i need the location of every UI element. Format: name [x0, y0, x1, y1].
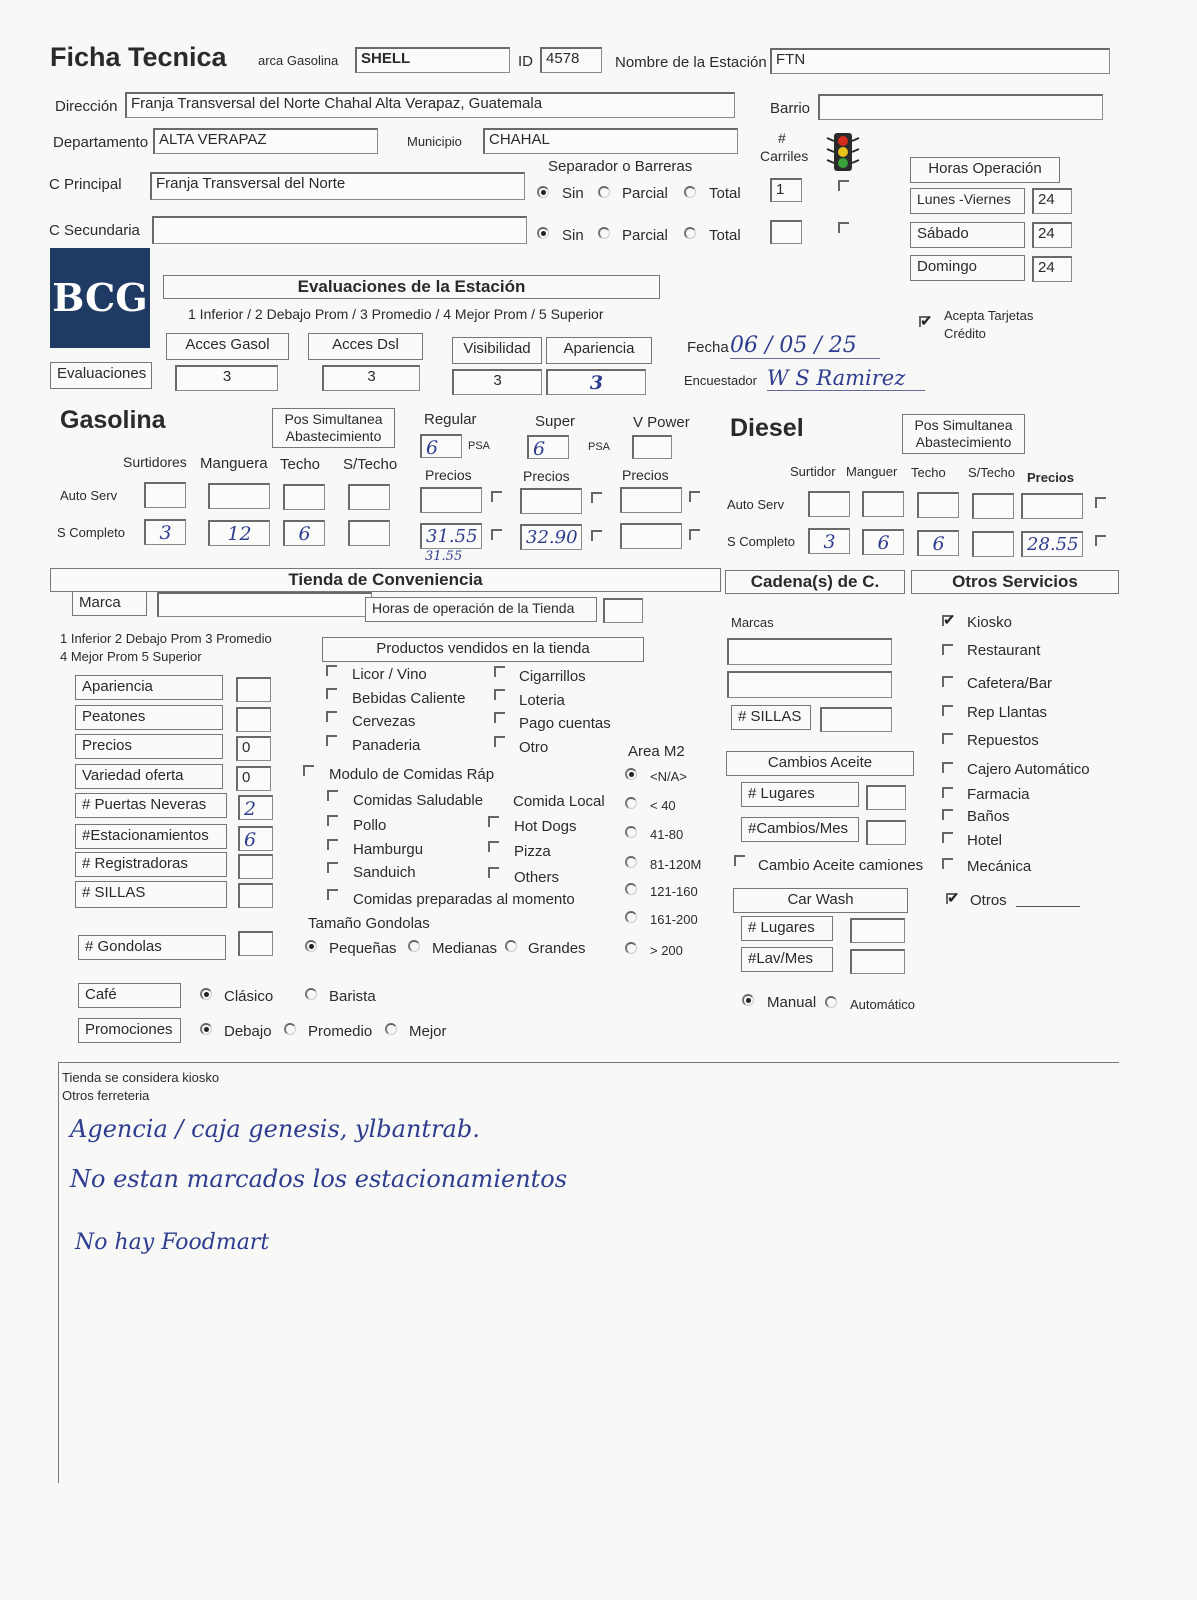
- tienda-field-sillas[interactable]: [238, 883, 273, 908]
- area-40-radio[interactable]: [625, 797, 637, 809]
- carwash-lav-label: #Lav/Mes: [741, 947, 833, 972]
- prod-licor-check[interactable]: [326, 665, 337, 676]
- gas-completo-regular-price[interactable]: 31.55: [420, 523, 482, 549]
- cadena-sillas-field[interactable]: [820, 707, 892, 732]
- comida-saludable-check[interactable]: [327, 790, 338, 801]
- promo-promedio-label: Promedio: [308, 1023, 373, 1040]
- prod-panaderia-label: Panaderia: [352, 737, 421, 754]
- gas-auto-manguera[interactable]: [208, 483, 270, 509]
- otros-repuestos-label: Repuestos: [967, 732, 1039, 749]
- otros-servicios-title: Otros Servicios: [911, 570, 1119, 594]
- area-200-label: > 200: [650, 943, 683, 958]
- comida-pizza-label: Pizza: [514, 843, 551, 860]
- diesel-stecho-label: S/Techo: [968, 465, 1015, 480]
- cadena-sillas-label: # SILLAS: [731, 705, 811, 730]
- carwash-manual-label: Manual: [767, 994, 817, 1011]
- eval-col-acces-dsl: Acces Dsl: [308, 333, 423, 360]
- carwash-automatico-label: Automático: [850, 997, 916, 1012]
- diesel-auto-techo[interactable]: [917, 492, 959, 518]
- eval-col-acces-gasol: Acces Gasol: [166, 333, 289, 360]
- prod-pago-check[interactable]: [494, 712, 505, 723]
- otros-restaurant-check[interactable]: [942, 644, 953, 655]
- cambios-lugares-label: # Lugares: [741, 782, 859, 807]
- horas-operacion-header: Horas Operación: [910, 157, 1060, 183]
- regular-label: Regular: [424, 411, 477, 428]
- tamano-medianas-radio[interactable]: [408, 940, 420, 952]
- separador2-sin-label: Sin: [562, 227, 584, 244]
- barrio-label: Barrio: [770, 100, 811, 117]
- diesel-auto-manguer[interactable]: [862, 491, 904, 517]
- area-121-160-radio[interactable]: [625, 883, 637, 895]
- tamano-medianas-label: Medianas: [432, 940, 498, 957]
- area-161-200-label: 161-200: [650, 912, 698, 927]
- carwash-lugares-field[interactable]: [850, 918, 905, 943]
- otros-cajero-check[interactable]: [942, 762, 953, 773]
- comida-hotdogs-label: Hot Dogs: [514, 818, 577, 835]
- vpower-psa-field[interactable]: [632, 435, 672, 459]
- otros-restaurant-label: Restaurant: [967, 642, 1041, 659]
- nombre-label: Nombre de la Estación: [615, 54, 767, 71]
- tamano-grandes-radio[interactable]: [505, 940, 517, 952]
- marca-label: arca Gasolina: [258, 53, 339, 68]
- prod-bebidas-label: Bebidas Caliente: [352, 690, 466, 707]
- tienda-field-estacionamientos[interactable]: 6: [238, 826, 273, 851]
- departamento-field[interactable]: ALTA VERAPAZ: [153, 128, 378, 154]
- otros-farmacia-label: Farmacia: [967, 786, 1030, 803]
- gas-auto-regular-price[interactable]: [420, 487, 482, 513]
- eval-field-acces-dsl[interactable]: 3: [322, 365, 420, 391]
- secundaria-field[interactable]: [152, 216, 527, 244]
- eval-field-acces-gasol[interactable]: 3: [175, 365, 278, 391]
- gas-auto-super-check[interactable]: [591, 492, 602, 503]
- cambios-lugares-field[interactable]: [866, 785, 906, 810]
- separador2-sin-radio[interactable]: [537, 227, 549, 239]
- tienda-horas-label: Horas de operación de la Tienda: [365, 597, 597, 622]
- carwash-lugares-label: # Lugares: [741, 916, 833, 941]
- promociones-label: Promociones: [78, 1018, 181, 1043]
- prod-loteria-check[interactable]: [494, 689, 505, 700]
- diesel-auto-stecho[interactable]: [972, 493, 1014, 519]
- gas-completo-manguera[interactable]: 12: [208, 520, 270, 546]
- diesel-pos-simultanea: [902, 414, 1025, 454]
- encuestador-label: Encuestador: [684, 373, 757, 388]
- otros-banos-label: Baños: [967, 808, 1010, 825]
- prod-pago-label: Pago cuentas: [519, 715, 611, 732]
- credito-label: Crédito: [944, 326, 986, 341]
- cadena-marcas-field-2[interactable]: [727, 671, 892, 698]
- tienda-gondolas-field[interactable]: [238, 931, 273, 956]
- eval-col-apariencia: Apariencia: [546, 337, 652, 364]
- cafe-clasico-radio[interactable]: [200, 988, 212, 1000]
- horas-day-lunes: Lunes -Viernes: [910, 188, 1025, 214]
- diesel-surtidor-label: Surtidor: [790, 464, 836, 479]
- manguera-label: Manguera: [200, 455, 268, 472]
- gas-completo-surtidores[interactable]: 3: [144, 519, 186, 545]
- municipio-label: Municipio: [407, 134, 462, 149]
- gas-auto-techo[interactable]: [283, 484, 325, 510]
- surtidores-label: Surtidores: [123, 454, 187, 470]
- notes-typed-line-2: Otros ferreteria: [62, 1088, 150, 1103]
- direccion-label: Dirección: [55, 98, 118, 115]
- tienda-marca-label: Marca: [72, 591, 147, 616]
- carriles-field-2[interactable]: [770, 220, 802, 244]
- cambio-camiones-check[interactable]: [734, 855, 745, 866]
- cambio-camiones-label: Cambio Aceite camiones: [758, 857, 924, 874]
- area-na-label: <N/A>: [650, 769, 687, 784]
- diesel-pos-line2: Abastecimiento: [915, 434, 1012, 450]
- super-psa-field[interactable]: 6: [527, 435, 569, 459]
- gas-completo-super-check[interactable]: [591, 530, 602, 541]
- gas-auto-vpower-check[interactable]: [689, 491, 700, 502]
- diesel-pos-line1: Pos Simultanea: [914, 417, 1013, 433]
- promo-mejor-radio[interactable]: [385, 1023, 397, 1035]
- form-title: Ficha Tecnica: [50, 42, 227, 72]
- modulo-comidas-check[interactable]: [303, 765, 314, 776]
- gas-auto-stecho[interactable]: [348, 484, 390, 510]
- separador1-parcial-label: Parcial: [622, 185, 668, 202]
- gas-auto-super-price[interactable]: [520, 488, 582, 514]
- traffic-light-icon: [826, 132, 860, 174]
- tienda-item-variedad: Variedad oferta: [75, 764, 223, 789]
- vpower-precios-label: Precios: [622, 467, 669, 483]
- horas-field-lunes[interactable]: 24: [1032, 188, 1072, 214]
- diesel-auto-serv-label: Auto Serv: [727, 497, 785, 512]
- diesel-completo-techo[interactable]: 6: [917, 530, 959, 556]
- gas-auto-vpower-price[interactable]: [620, 487, 682, 513]
- prod-otro-check[interactable]: [494, 736, 505, 747]
- tienda-item-registradoras: # Registradoras: [75, 852, 227, 877]
- tienda-field-registradoras[interactable]: [238, 854, 273, 879]
- tamano-gondolas-label: Tamaño Gondolas: [308, 915, 430, 932]
- comida-saludable-label: Comidas Saludable: [353, 792, 484, 809]
- diesel-completo-check[interactable]: [1095, 535, 1106, 546]
- cafe-clasico-label: Clásico: [224, 988, 274, 1005]
- tienda-title: Tienda de Conveniencia: [50, 568, 721, 592]
- gasolina-pos-line1: Pos Simultanea: [284, 411, 383, 427]
- comidas-preparadas-check[interactable]: [327, 889, 338, 900]
- diesel-title: Diesel: [730, 414, 804, 442]
- area-81-120-label: 81-120M: [650, 857, 702, 872]
- otros-kiosko-check[interactable]: [942, 615, 953, 626]
- direccion-field[interactable]: Franja Transversal del Norte Chahal Alta Verapaz, Guatemala: [125, 92, 735, 118]
- diesel-completo-stecho[interactable]: [972, 531, 1014, 557]
- prod-otro-label: Otro: [519, 739, 549, 756]
- bcg-logo: BCG: [50, 248, 150, 348]
- cambios-mes-field[interactable]: [866, 820, 906, 845]
- otros-cafeteria-check[interactable]: [942, 676, 953, 687]
- otros-llantas-check[interactable]: [942, 705, 953, 716]
- otros-banos-check[interactable]: [942, 809, 953, 820]
- eval-field-apariencia[interactable]: 3: [546, 369, 646, 395]
- area-na-radio[interactable]: [625, 768, 637, 780]
- area-81-120-radio[interactable]: [625, 856, 637, 868]
- horas-field-sabado[interactable]: 24: [1032, 222, 1072, 248]
- gas-s-completo-label: S Completo: [57, 525, 125, 540]
- principal-label: C Principal: [49, 176, 122, 193]
- fecha-label: Fecha: [687, 339, 729, 356]
- tienda-field-precios[interactable]: 0: [236, 736, 271, 761]
- regular-psa-field[interactable]: 6: [420, 434, 462, 458]
- tienda-item-estacionamientos: #Estacionamientos: [75, 824, 227, 849]
- tienda-horas-field[interactable]: [603, 598, 643, 623]
- principal-field[interactable]: Franja Transversal del Norte: [150, 172, 525, 200]
- gasolina-title: Gasolina: [60, 406, 166, 434]
- tienda-field-peatones[interactable]: [236, 707, 271, 732]
- promo-debajo-radio[interactable]: [200, 1023, 212, 1035]
- separador1-total-label: Total: [709, 185, 741, 202]
- separador2-parcial-radio[interactable]: [598, 227, 610, 239]
- prod-cigarrillos-label: Cigarrillos: [519, 668, 586, 685]
- vpower-label: V Power: [633, 414, 690, 431]
- acepta-tarjetas-label: Acepta Tarjetas: [944, 308, 1034, 323]
- eval-col-visibilidad: Visibilidad: [452, 337, 542, 364]
- separador1-sin-label: Sin: [562, 185, 584, 202]
- regular-psa-label: PSA: [468, 440, 491, 452]
- otros-farmacia-check[interactable]: [942, 787, 953, 798]
- modulo-comidas-label: Modulo de Comidas Ráp: [329, 766, 495, 783]
- otros-cajero-label: Cajero Automático: [967, 761, 1090, 778]
- notes-handwritten-1: Agencia / caja genesis, ylbantrab.: [70, 1115, 480, 1143]
- separador1-sin-radio[interactable]: [537, 186, 549, 198]
- tienda-field-apariencia[interactable]: [236, 677, 271, 702]
- evaluaciones-row-label: Evaluaciones: [50, 362, 152, 389]
- otros-otros-underline: [1016, 906, 1080, 907]
- gas-completo-regular-check[interactable]: [491, 529, 502, 540]
- prod-bebidas-check[interactable]: [326, 688, 337, 699]
- gas-completo-techo[interactable]: 6: [283, 520, 325, 546]
- evaluaciones-title: Evaluaciones de la Estación: [163, 275, 660, 299]
- diesel-s-completo-label: S Completo: [727, 534, 795, 549]
- id-field[interactable]: 4578: [540, 47, 602, 73]
- cambios-aceite-title: Cambios Aceite: [726, 751, 914, 776]
- otros-kiosko-label: Kiosko: [967, 614, 1013, 631]
- cadena-title: Cadena(s) de C.: [725, 570, 905, 594]
- promo-mejor-label: Mejor: [409, 1023, 447, 1040]
- secundaria-label: C Secundaria: [49, 222, 140, 239]
- tienda-gondolas-label: # Gondolas: [78, 935, 226, 960]
- carwash-lav-field[interactable]: [850, 949, 905, 974]
- acepta-tarjetas-checkbox[interactable]: [919, 316, 930, 327]
- diesel-completo-price[interactable]: 28.55: [1021, 531, 1083, 557]
- cadena-marcas-label: Marcas: [731, 615, 774, 630]
- comida-hamburgu-check[interactable]: [327, 839, 338, 850]
- carwash-automatico-radio[interactable]: [825, 996, 837, 1008]
- horas-day-sabado: Sábado: [910, 222, 1025, 248]
- area-40-label: < 40: [650, 798, 676, 813]
- separador2-parcial-label: Parcial: [622, 227, 668, 244]
- barrio-field[interactable]: [818, 94, 1103, 120]
- diesel-auto-check[interactable]: [1095, 497, 1106, 508]
- marca-field[interactable]: SHELL: [355, 47, 510, 73]
- notes-handwritten-2: No estan marcados los estacionamientos: [70, 1165, 568, 1193]
- tienda-scale-2: 4 Mejor Prom 5 Superior: [60, 649, 202, 664]
- super-label: Super: [535, 413, 576, 430]
- techo-label: Techo: [280, 456, 321, 473]
- otros-mecanica-label: Mecánica: [967, 858, 1032, 875]
- tienda-item-apariencia: Apariencia: [75, 675, 223, 700]
- area-41-80-radio[interactable]: [625, 826, 637, 838]
- comidas-preparadas-label: Comidas preparadas al momento: [353, 891, 575, 908]
- carriles-check-1[interactable]: [838, 180, 849, 191]
- prod-panaderia-check[interactable]: [326, 735, 337, 746]
- comida-sanduich-check[interactable]: [327, 862, 338, 873]
- prod-cigarrillos-check[interactable]: [494, 666, 505, 677]
- area-161-200-radio[interactable]: [625, 911, 637, 923]
- otros-otros-label: Otros: [970, 892, 1007, 909]
- separador2-total-radio[interactable]: [684, 227, 696, 239]
- otros-hotel-label: Hotel: [967, 832, 1003, 849]
- gas-completo-vpower-price[interactable]: [620, 523, 682, 549]
- comida-others-check[interactable]: [488, 867, 499, 878]
- fecha-value[interactable]: 06 / 05 / 25: [730, 333, 880, 359]
- tienda-item-puertas: # Puertas Neveras: [75, 793, 227, 818]
- promo-debajo-label: Debajo: [224, 1023, 272, 1040]
- gas-regular-price-note: 31.55: [425, 549, 463, 564]
- carwash-title: Car Wash: [733, 888, 908, 913]
- cafe-label: Café: [78, 983, 181, 1008]
- tienda-field-puertas[interactable]: 2: [238, 795, 273, 820]
- gas-auto-serv-label: Auto Serv: [60, 488, 118, 503]
- area-121-160-label: 121-160: [650, 884, 698, 899]
- otros-otros-check[interactable]: [946, 893, 957, 904]
- gas-completo-stecho[interactable]: [348, 520, 390, 546]
- productos-title: Productos vendidos en la tienda: [322, 637, 644, 662]
- cadena-marcas-field-1[interactable]: [727, 638, 892, 665]
- gas-completo-vpower-check[interactable]: [689, 529, 700, 540]
- diesel-completo-surtidor[interactable]: 3: [808, 528, 850, 554]
- notes-typed-line-1: Tienda se considera kiosko: [62, 1070, 220, 1085]
- separador1-total-radio[interactable]: [684, 186, 696, 198]
- tamano-grandes-label: Grandes: [528, 940, 586, 957]
- nombre-field[interactable]: FTN: [770, 48, 1110, 74]
- evaluaciones-scale: 1 Inferior / 2 Debajo Prom / 3 Promedio / 4 Mejor Prom / 5 Superior: [188, 306, 604, 322]
- cafe-barista-label: Barista: [329, 988, 376, 1005]
- otros-cafeteria-label: Cafetera/Bar: [967, 675, 1053, 692]
- eval-field-visibilidad[interactable]: 3: [452, 369, 542, 395]
- diesel-completo-manguer[interactable]: 6: [862, 529, 904, 555]
- diesel-techo-label: Techo: [911, 465, 946, 480]
- comida-sanduich-label: Sanduich: [353, 864, 416, 881]
- carriles-hash-label: #: [778, 130, 786, 146]
- prod-licor-label: Licor / Vino: [352, 666, 427, 683]
- tienda-marca-field[interactable]: [157, 592, 372, 617]
- comida-pollo-label: Pollo: [353, 817, 387, 834]
- horas-day-domingo: Domingo: [910, 255, 1025, 281]
- separador1-parcial-radio[interactable]: [598, 186, 610, 198]
- cafe-barista-radio[interactable]: [305, 988, 317, 1000]
- comida-hotdogs-check[interactable]: [488, 816, 499, 827]
- municipio-field[interactable]: CHAHAL: [483, 128, 738, 154]
- diesel-auto-price[interactable]: [1021, 493, 1083, 519]
- gasolina-pos-simultanea: [272, 408, 395, 448]
- comida-pizza-check[interactable]: [488, 841, 499, 852]
- separador-label: Separador o Barreras: [548, 158, 693, 175]
- tienda-item-sillas: # SILLAS: [75, 881, 227, 908]
- notes-handwritten-3: No hay Foodmart: [75, 1230, 270, 1255]
- prod-cervezas-check[interactable]: [326, 711, 337, 722]
- otros-mecanica-check[interactable]: [942, 858, 953, 869]
- diesel-auto-surtidor[interactable]: [808, 491, 850, 517]
- gas-auto-surtidores[interactable]: [144, 482, 186, 508]
- otros-repuestos-check[interactable]: [942, 733, 953, 744]
- area-m2-label: Area M2: [628, 743, 685, 760]
- tienda-field-variedad[interactable]: 0: [236, 766, 271, 791]
- promo-promedio-radio[interactable]: [284, 1023, 296, 1035]
- otros-hotel-check[interactable]: [942, 832, 953, 843]
- stecho-label: S/Techo: [343, 456, 398, 473]
- departamento-label: Departamento: [53, 134, 149, 151]
- prod-cervezas-label: Cervezas: [352, 713, 416, 730]
- otros-llantas-label: Rep Llantas: [967, 704, 1048, 721]
- regular-precios-label: Precios: [425, 467, 472, 483]
- tienda-item-peatones: Peatones: [75, 705, 223, 730]
- horas-field-domingo[interactable]: 24: [1032, 256, 1072, 282]
- carriles-label: Carriles: [760, 148, 809, 164]
- carriles-field-1[interactable]: 1: [770, 178, 802, 202]
- diesel-precios-label: Precios: [1027, 470, 1074, 485]
- diesel-manguer-label: Manguer: [846, 464, 898, 479]
- carriles-check-2[interactable]: [838, 222, 849, 233]
- comida-local-label: Comida Local: [513, 793, 605, 810]
- tienda-item-precios: Precios: [75, 734, 223, 759]
- tamano-pequenas-label: Pequeñas: [329, 940, 397, 957]
- id-label: ID: [518, 53, 533, 70]
- encuestador-value[interactable]: W S Ramirez: [767, 366, 925, 391]
- carwash-manual-radio[interactable]: [742, 994, 754, 1006]
- comida-others-label: Others: [514, 869, 560, 886]
- separador2-total-label: Total: [709, 227, 741, 244]
- prod-loteria-label: Loteria: [519, 692, 565, 709]
- area-200-radio[interactable]: [625, 942, 637, 954]
- tienda-scale-1: 1 Inferior 2 Debajo Prom 3 Promedio: [60, 631, 272, 646]
- comida-hamburgu-label: Hamburgu: [353, 841, 424, 858]
- comida-pollo-check[interactable]: [327, 815, 338, 826]
- area-41-80-label: 41-80: [650, 827, 684, 842]
- gasolina-pos-line2: Abastecimiento: [285, 428, 382, 444]
- tamano-pequenas-radio[interactable]: [305, 940, 317, 952]
- super-precios-label: Precios: [523, 468, 570, 484]
- gas-completo-super-price[interactable]: 32.90: [520, 524, 582, 550]
- cambios-mes-label: #Cambios/Mes: [741, 817, 859, 842]
- gas-auto-regular-check[interactable]: [491, 491, 502, 502]
- super-psa-label: PSA: [588, 441, 611, 453]
